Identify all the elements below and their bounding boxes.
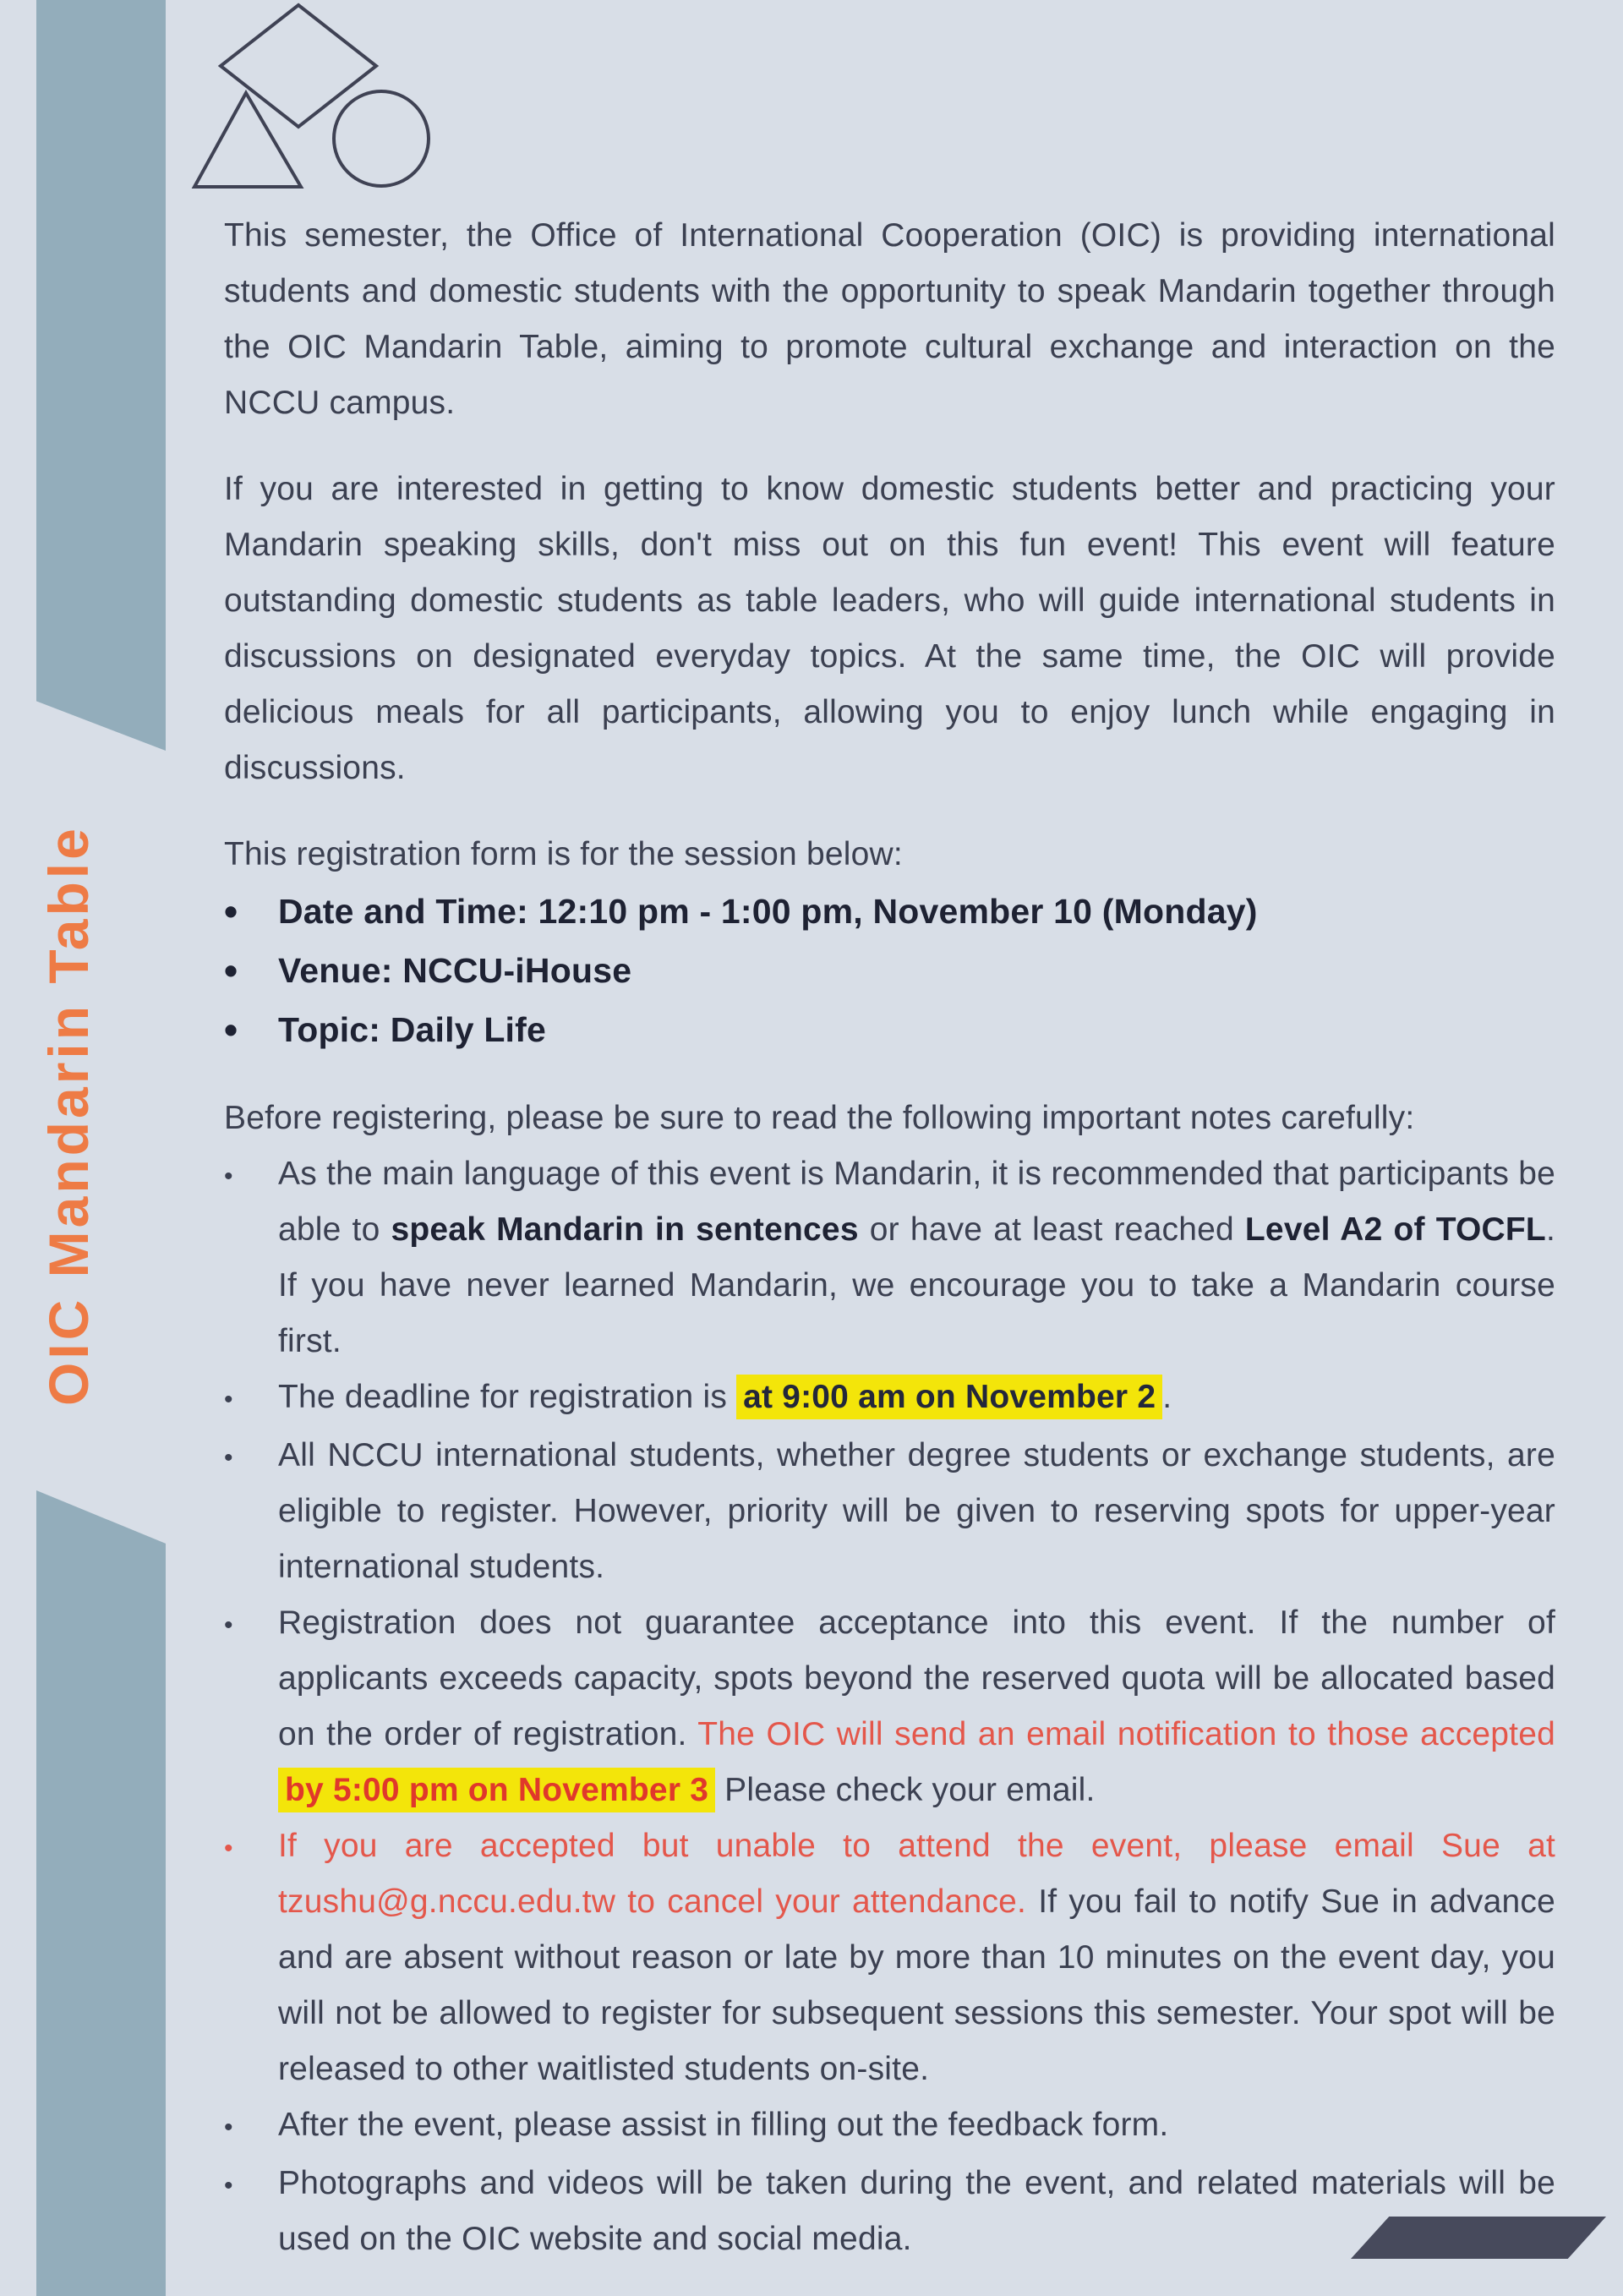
note-segment: After the event, please assist in filling out the feedback form. xyxy=(278,2107,1169,2143)
session-list xyxy=(224,883,1555,1060)
note-text xyxy=(278,1818,1555,2097)
intro-paragraph-1: This semester, the Office of International Cooperation (OIC) is providing international students and domestic students with the opportunity to speak Mandarin together through the OIC Mandarin Table, aiming to promote cultural exchange and interaction on the NCCU campus. xyxy=(224,217,1555,421)
note-segment: As the main language of this event is Mandarin, it is recommended that participants be able to xyxy=(278,1156,1555,1248)
triangle-shape xyxy=(194,93,301,187)
bullet-marker xyxy=(224,1146,278,1369)
bullet-marker xyxy=(224,1369,278,1428)
session-item-label: Date and Time: 12:10 pm - 1:00 pm, November 10 (Monday) xyxy=(278,892,1258,931)
important-notes-list xyxy=(224,1146,1555,2267)
note-segment: . xyxy=(1162,1379,1172,1415)
bullet-marker xyxy=(224,2156,278,2267)
note-item-language xyxy=(224,1146,1555,1369)
bullet-marker xyxy=(224,1818,278,2097)
note-segment-red: The OIC will send an email notification to those accepted xyxy=(697,1716,1555,1752)
note-segment: Please check your email. xyxy=(715,1772,1096,1808)
bullet-marker xyxy=(224,942,278,1001)
note-item-deadline xyxy=(224,1369,1555,1428)
session-intro: This registration form is for the session below: xyxy=(224,836,903,872)
note-item-acceptance xyxy=(224,1595,1555,1818)
intro-paragraph-2: If you are interested in getting to know domestic students better and practicing your Mandarin speaking skills, don't miss out on this fun event! This event will feature outstanding domestic students as table leaders, who will guide international students in discussions on designated everyday topics. At the same time, the OIC will provide delicious meals for all participants, allowing you to enjoy lunch while engaging in discussions. xyxy=(224,471,1555,786)
note-segment: or have at least reached xyxy=(858,1211,1245,1248)
page-title: OIC Mandarin Table xyxy=(37,825,100,1407)
note-segment: All NCCU international students, whether degree students or exchange students, are eligible to register. However, priority will be given to reserving spots for upper-year international students. xyxy=(278,1437,1555,1585)
note-segment: The deadline for registration is xyxy=(278,1379,737,1415)
note-text xyxy=(278,1146,1555,1369)
deadline-highlight: at 9:00 am on November 2 xyxy=(736,1375,1162,1419)
note-segment-red-email: If you are accepted but unable to attend the event, please email Sue at tzushu@g.nccu.edu.tw to cancel your attendance. xyxy=(278,1828,1555,1920)
note-text xyxy=(278,2156,1555,2267)
note-segment: Registration does not guarantee acceptance into this event. If the number of applicants exceeds capacity, spots beyond the reserved quota will be allocated based on the order of registration. xyxy=(278,1604,1555,1752)
sidebar-band-bottom xyxy=(36,1490,166,2296)
note-text xyxy=(278,1595,1555,1818)
note-segment: If you fail to notify Sue in advance and are absent without reason or late by more than 10 minutes on the event day, you will not be allowed to register for subsequent sessions this semester. Your spot will be released to other waitlisted students on-site. xyxy=(278,1883,1555,2087)
note-text xyxy=(278,2097,1555,2156)
note-item-feedback xyxy=(224,2097,1555,2156)
decorative-shapes xyxy=(0,0,473,220)
note-segment-bold: Level A2 of TOCFL xyxy=(1244,1211,1546,1248)
main-content xyxy=(224,208,1555,2267)
note-segment-bold: speak Mandarin in sentences xyxy=(391,1211,859,1248)
bullet-marker xyxy=(224,1001,278,1060)
notification-deadline-highlight: by 5:00 pm on November 3 xyxy=(278,1768,715,1812)
diamond-shape xyxy=(221,5,376,127)
circle-shape xyxy=(334,91,429,186)
bullet-marker xyxy=(224,883,278,942)
session-item-topic xyxy=(224,1001,1555,1060)
bullet-marker xyxy=(224,1595,278,1818)
note-item-cancellation xyxy=(224,1818,1555,2097)
note-segment: . If you have never learned Mandarin, we encourage you to take a Mandarin course first. xyxy=(278,1211,1556,1359)
bullet-marker xyxy=(224,1428,278,1595)
note-item-photos xyxy=(224,2156,1555,2267)
session-item-label: Topic: Daily Life xyxy=(278,1010,547,1049)
session-item-label: Venue: NCCU-iHouse xyxy=(278,951,632,990)
notes-intro: Before registering, please be sure to read the following important notes carefully: xyxy=(224,1100,1415,1136)
bullet-marker xyxy=(224,2097,278,2156)
note-text xyxy=(278,1428,1555,1595)
note-text xyxy=(278,1369,1555,1428)
session-item-datetime xyxy=(224,883,1555,942)
session-item-venue xyxy=(224,942,1555,1001)
note-segment: Photographs and videos will be taken during the event, and related materials will be used on the OIC website and social media. xyxy=(278,2165,1555,2257)
note-item-eligibility xyxy=(224,1428,1555,1595)
